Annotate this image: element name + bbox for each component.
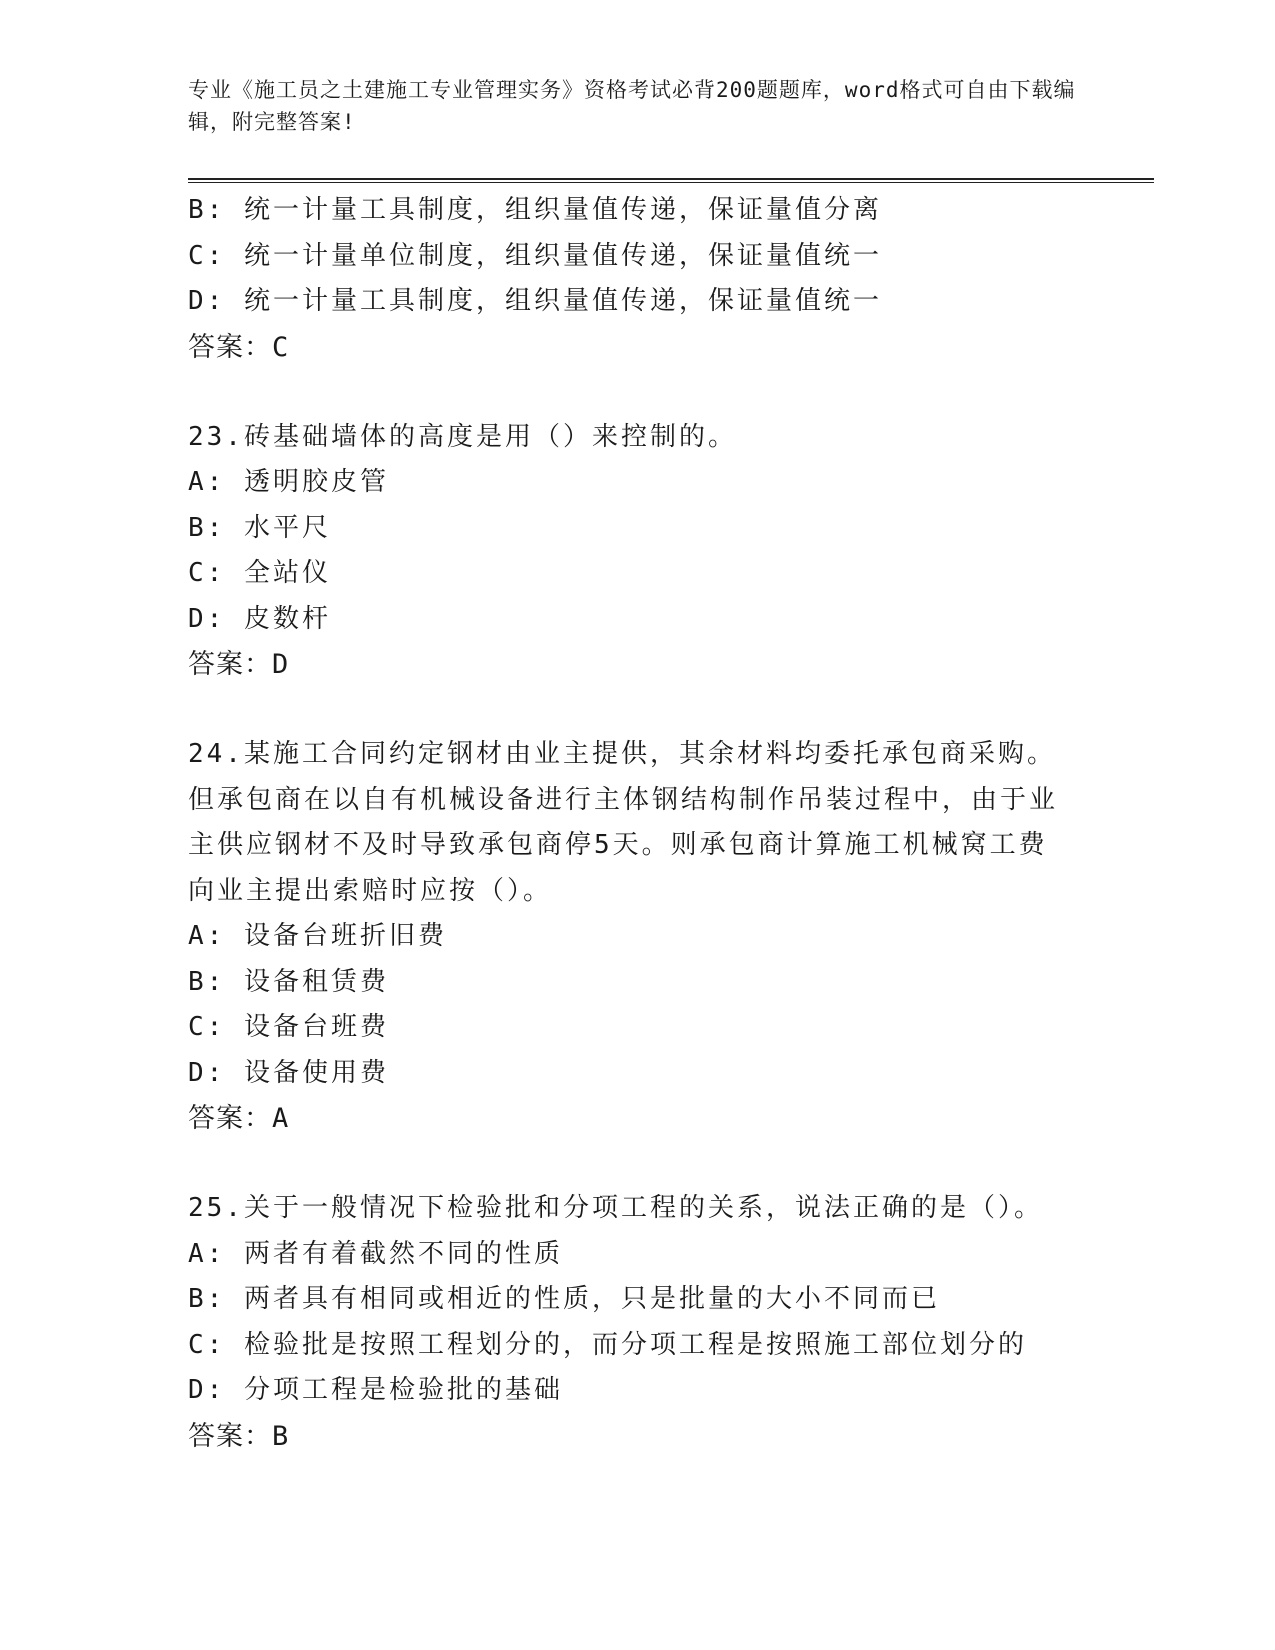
option-c: C: 统一计量单位制度，组织量值传递，保证量值统一 xyxy=(188,240,882,271)
question-25 xyxy=(188,1186,1088,1460)
header-divider xyxy=(188,178,1154,183)
option-a: A: 两者有着截然不同的性质 xyxy=(188,1238,563,1269)
question-text: 25.关于一般情况下检验批和分项工程的关系，说法正确的是（）。 xyxy=(188,1193,1043,1223)
spacer xyxy=(188,1142,1088,1186)
option-b: B: 水平尺 xyxy=(188,512,331,543)
option-b: B: 两者具有相同或相近的性质，只是批量的大小不同而已 xyxy=(188,1284,940,1314)
question-24 xyxy=(188,732,1088,1142)
answer-line: 答案：A xyxy=(188,1103,290,1134)
document-header xyxy=(188,74,1088,138)
document-body xyxy=(188,188,1088,1460)
option-b: B: 设备租赁费 xyxy=(188,966,389,997)
spacer xyxy=(188,371,1088,415)
previous-question-tail xyxy=(188,188,1088,371)
option-d: D: 统一计量工具制度，组织量值传递，保证量值统一 xyxy=(188,286,882,316)
option-c: C: 检验批是按照工程划分的，而分项工程是按照施工部位划分的 xyxy=(188,1329,1027,1360)
question-23 xyxy=(188,415,1088,689)
answer-line: 答案：B xyxy=(188,1420,290,1452)
option-c: C: 全站仪 xyxy=(188,558,331,588)
option-c: C: 设备台班费 xyxy=(188,1012,389,1042)
option-a: A: 设备台班折旧费 xyxy=(188,921,447,951)
answer-line: 答案：C xyxy=(188,331,290,363)
option-d: D: 皮数杆 xyxy=(188,603,331,634)
option-d: D: 设备使用费 xyxy=(188,1057,389,1088)
question-text: 23.砖基础墙体的高度是用（）来控制的。 xyxy=(188,421,737,452)
answer-line: 答案：D xyxy=(188,649,290,680)
question-text: 24.某施工合同约定钢材由业主提供，其余材料均委托承包商采购。但承包商在以自有机械设备进行主体钢结构制作吊装过程中，由于业主供应钢材不及时导致承包商停5天。则承包商计算施工机械窝工费向业主提出索赔时应按（）。 xyxy=(188,739,1059,906)
header-title: 专业《施工员之土建施工专业管理实务》资格考试必背200题题库，word格式可自由下载编辑，附完整答案! xyxy=(188,78,1076,134)
option-d: D: 分项工程是检验批的基础 xyxy=(188,1375,563,1405)
spacer xyxy=(188,688,1088,732)
option-a: A: 透明胶皮管 xyxy=(188,467,389,497)
option-b: B: 统一计量工具制度，组织量值传递，保证量值分离 xyxy=(188,195,882,225)
